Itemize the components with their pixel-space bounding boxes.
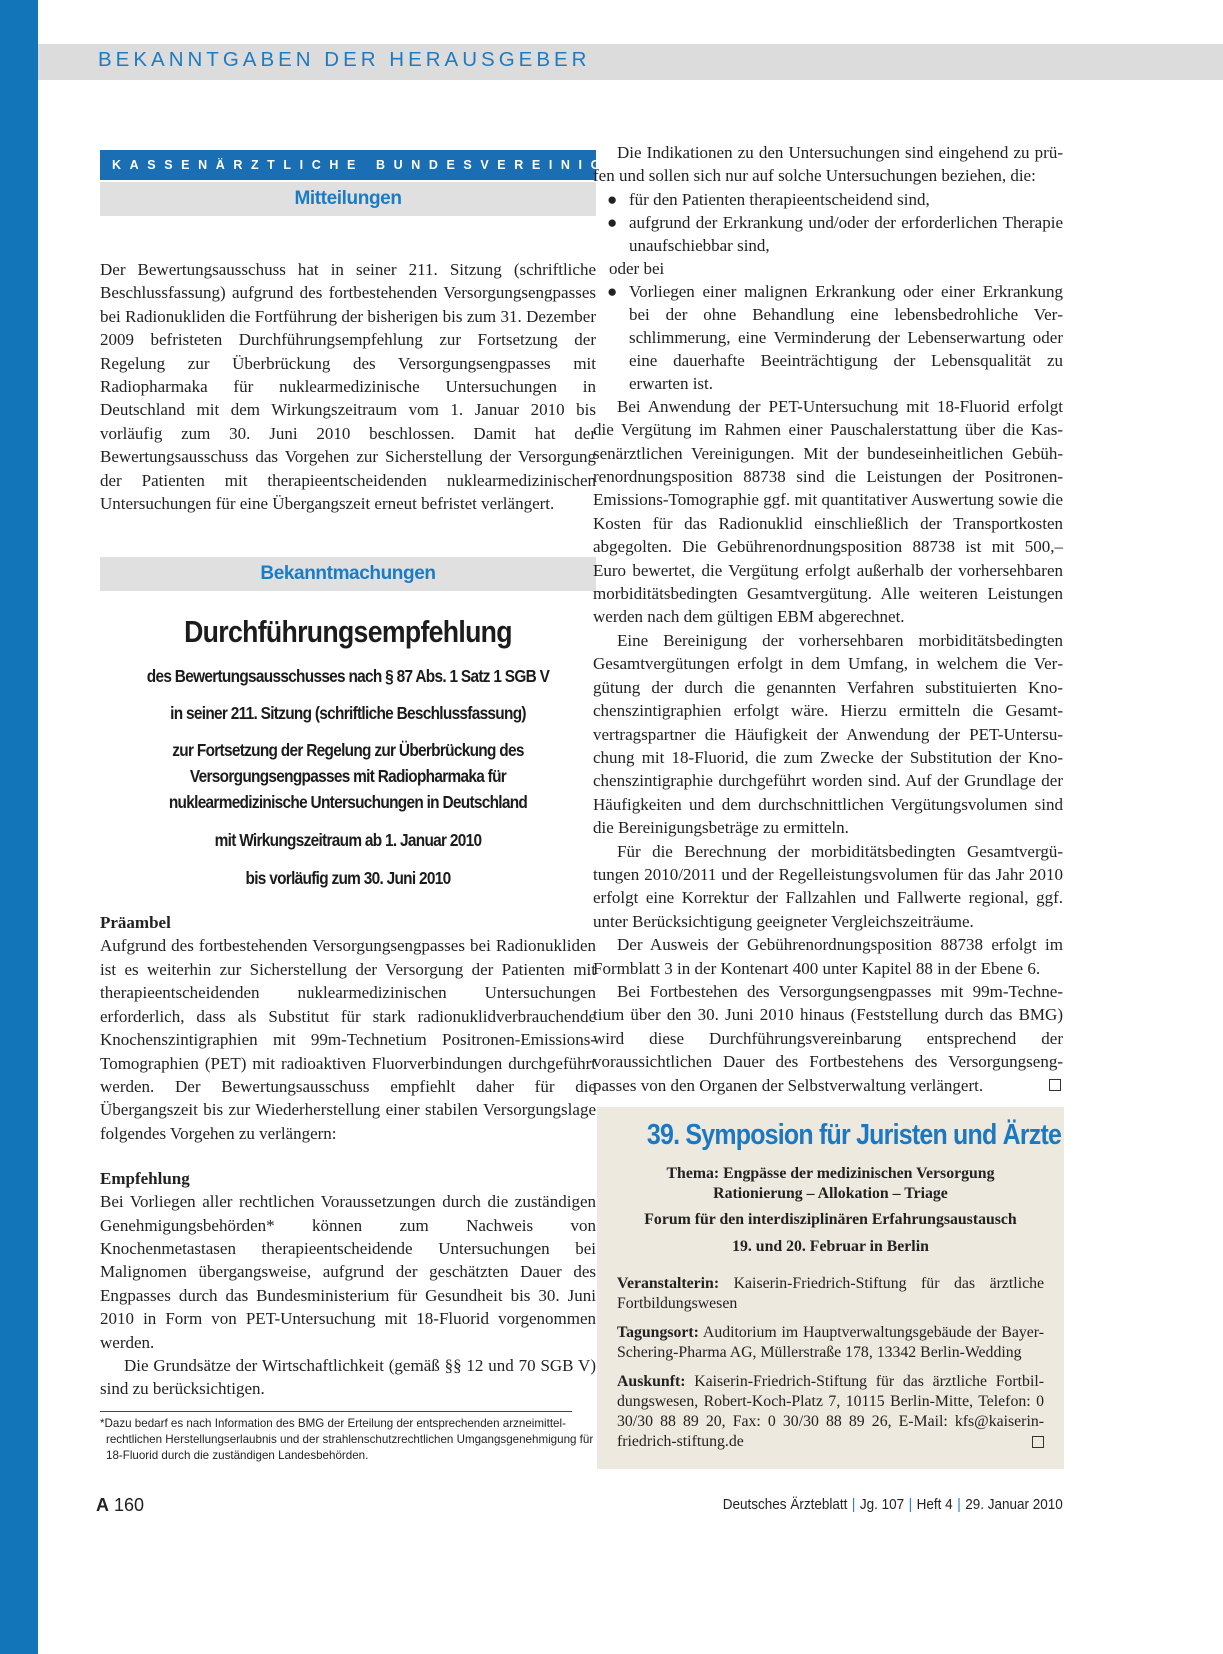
empfehlung-paragraph: Bei Vorliegen aller rechtlichen Voraussetzungen durch die zuständigen Genehmigungsbehörden* können zum Nachweis von Knochenmetastasen therapieentscheidende Untersuchungen bei Malignomen übergangsweise, aufgrund der geschätzten Dauer des Engpasses durch das Bundesministerium für Gesundheit bis 30. Juni 2010 in Form von PET-Untersuchung mit 18-Fluorid vorgenommen werden.: [100, 1192, 596, 1352]
indications-list: [593, 188, 1063, 257]
document-subtitle-2: in seiner 211. Sitzung (schriftliche Beschlussfassung): [170, 703, 526, 724]
intro-paragraph: Der Bewertungsausschuss hat in seiner 211. Sitzung (schriftliche Beschlussfassung) aufgrund des fortbestehenden Versorgungsengpasses bei Radionukliden die Fortführung der bisherigen bis zum 31. Dezember 2009 befristeten Durchführungsempfehlung zur Fortsetzung der Regelung zur Überbrückung des Versorgungsengpasses mit Radiopharmaka für nuklearmedizinische Untersuchungen in Deutschland mit dem Wirkungszeitraum vom 1. Januar 2010 bis vorläufig zum 30. Juni 2010 beschlossen. Damit hat der Bewertungsausschuss das Vorgehen zur Sicherstellung der Versorgung der Patienten mit therapieentscheidenden nuklearmedizinischen Untersuchungen für eine Übergangszeit erneut befristet verlängert.: [100, 260, 596, 514]
list-item: ● aufgrund der Erkrankung und/oder der erforderlichen Therapie unaufschiebbar sind,: [607, 212, 1063, 255]
berechnung-paragraph: Für die Berechnung der morbiditätsbedingten Gesamtvergütungen 2010/2011 und der Regelleistungsvolumen für das Jahr 2010 erfolgt eine Korrektur der Fallzahlen und Fallwerte regional, ggf. unter Berücksichtigung geeigneter Vergleichszeiträume.: [593, 841, 1063, 931]
symposion-date: 19. und 20. Februar in Berlin: [732, 1237, 929, 1255]
symposion-thema-2: Rationierung – Allokation – Triage: [713, 1184, 948, 1202]
bereinigung-paragraph: Eine Bereinigung der vorhersehbaren morbiditätsbedingten Gesamtvergütungen erfolgt in dem Umfang, in welchem die Vergütung der durch die genannten Verfahren substituierten Knochenszintigraphien erfolgt wäre. Hierzu ermitteln die Gesamtvertragspartner die Häufigkeit der Anwendung der PET-Untersuchung mit 18-Fluorid, die zum Zwecke der Substitution der Knochenszintigraphie durchgeführt worden sind. Auf der Grundlage der Häufigkeiten und dem durchschnittlichen Vergütungsvolumen sind die Bereinigungsbeträge zu ermitteln.: [593, 630, 1063, 838]
document-subtitle-4: mit Wirkungszeitraum ab 1. Januar 2010: [214, 830, 482, 851]
document-subtitle-1: des Bewertungsausschusses nach § 87 Abs. 1 Satz 1 SGB V: [146, 666, 550, 687]
section-header-title: BEKANNTGABEN DER HERAUSGEBER: [98, 48, 591, 71]
mitteilungen-heading: Mitteilungen: [100, 182, 596, 216]
ausweis-paragraph: Der Ausweis der Gebührenordnungsposition 88738 erfolgt im Formblatt 3 in der Kontenart 400 unter Kapitel 88 in der Ebene 6.: [593, 935, 1063, 978]
footnote: *Dazu bedarf es nach Information des BMG der Erteilung der entsprechenden arzneimittelrechtlichen Herstellungserlaubnis und der strahlenschutzrechtlichen Umgangsgenehmigung für 18-Fluorid durch die zuständigen Landesbehörden.: [100, 1416, 594, 1462]
bullet-icon: ●: [607, 212, 618, 232]
empfehlung-heading: Empfehlung: [100, 1169, 190, 1189]
grundsaetze-paragraph: Die Grundsätze der Wirtschaftlichkeit (gemäß §§ 12 und 70 SGB V) sind zu berücksichtigen.: [100, 1355, 596, 1399]
bullet-icon: ●: [607, 281, 618, 301]
symposion-title: 39. Symposion für Juristen und Ärzte: [646, 1119, 1062, 1151]
bekanntmachungen-heading: Bekanntmachungen: [100, 557, 596, 591]
indications-paragraph: Die Indikationen zu den Untersuchungen sind eingehend zu prüfen und sollen sich nur auf solche Untersuchungen beziehen, die:: [593, 143, 1063, 186]
symposion-veranstalterin: Veranstalterin: Kaiserin-Friedrich-Stiftung für das ärztliche Fortbildungswesen: [617, 1275, 1045, 1312]
document-subtitle-3: zur Fortsetzung der Regelung zur Überbrückung des Versorgungsengpasses mit Radiopharmaka für nuklearmedizinische Untersuchungen in Deutschland: [168, 740, 528, 813]
journal-volume: Jg. 107: [860, 1496, 905, 1513]
list-item: ● Vorliegen einer malignen Erkrankung oder einer Erkrankung bei der ohne Behandlung eine lebensbedrohliche Verschlimmerung, eine Verminderung der Lebenserwartung oder eine dauerhafte Beeinträchtigung der Lebensqualität zu erwarten ist.: [607, 281, 1063, 393]
end-mark-icon: [1049, 1079, 1061, 1091]
document-title: Durchführungsempfehlung: [184, 614, 512, 650]
document-subtitle-5: bis vorläufig zum 30. Juni 2010: [245, 868, 451, 889]
oder-bei-text: oder bei: [609, 258, 665, 278]
right-column: [593, 141, 1063, 1097]
indications-list-2: [593, 280, 1063, 395]
symposion-thema: Thema: Engpässe der medizinischen Versorgung: [666, 1165, 995, 1182]
symposion-auskunft: Auskunft: Kaiserin-Friedrich-Stiftung für das ärztliche Fortbildungswesen, Robert-Koch-Platz 7, 10115 Berlin-Mitte, Telefon: 0 30/30 88 89 20, Fax: 0 30/30 88 89 26, E-Mail: kfs@kaiserin-friedrich-stiftung.de: [617, 1373, 1044, 1450]
page-number: A 160: [96, 1495, 145, 1515]
section-header-band: [38, 44, 1223, 80]
list-item: ● für den Patienten therapieentscheidend sind,: [607, 189, 930, 209]
symposion-forum: Forum für den interdisziplinären Erfahrungsaustausch: [644, 1211, 1017, 1228]
praeambel-paragraph: Aufgrund des fortbestehenden Versorgungsengpasses bei Radionukliden ist es weiterhin zur Sicherstellung der Versorgung der Patienten mit therapieentscheidenden nuklearmedizinischen Untersuchungen erforderlich, dass als Substitut für stark radionuklidverbrauchende Knochenszintigraphien mit 99m-Technetium Positronen-Emissions-Tomographien (PET) mit radioaktiven Fluorverbindungen durchgeführt werden. Der Bewertungsausschuss empfiehlt daher für die Übergangszeit bis zur Wiederherstellung einer stabilen Versorgungslage folgendes Vorgehen zu verlängern:: [100, 936, 596, 1143]
praeambel-heading: Präambel: [100, 913, 171, 933]
journal-citation: Deutsches Ärzteblatt | Jg. 107 | Heft 4 | 29. Januar 2010: [722, 1496, 1063, 1513]
fortbestehen-paragraph: Bei Fortbestehen des Versorgungsengpasses mit 99m-Technetium über den 30. Juni 2010 hinaus (Feststellung durch das BMG) wird diese Durchführungsvereinbarung entsprechend der voraussichtlichen Dauer des Fortbestehens des Versorgungsengpasses von den Organen der Selbstverwaltung verlängert.: [593, 981, 1063, 1095]
journal-date: 29. Januar 2010: [965, 1496, 1063, 1513]
left-accent-bar: [0, 0, 38, 1654]
symposion-box: [597, 1107, 1064, 1469]
journal-issue: Heft 4: [916, 1496, 953, 1513]
kbv-banner: KASSENÄRZTLICHE BUNDESVEREINIGUNG: [100, 150, 596, 180]
footnote-divider: [100, 1411, 572, 1412]
symposion-tagungsort: Tagungsort: Auditorium im Hauptverwaltungsgebäude der Bayer-Schering-Pharma AG, Müllerstraße 178, 13342 Berlin-Wedding: [617, 1324, 1044, 1361]
bullet-icon: ●: [607, 189, 618, 209]
journal-name: Deutsches Ärzteblatt: [722, 1496, 848, 1513]
verguetung-paragraph: Bei Anwendung der PET-Untersuchung mit 18-Fluorid erfolgt die Vergütung im Rahmen einer Pauschalerstattung über die Kassenärztlichen Vereinigungen. Mit der bundeseinheitlichen Gebührenordnungsposition 88738 sind die Leistungen der Positronen-Emissions-Tomographie ggf. mit quantitativer Auswertung sowie die Kosten für das Radionuklid einschließlich der Transportkosten abgegolten. Die Gebührenordnungsposition 88738 ist mit 500,– Euro bewertet, die Vergütung erfolgt außerhalb der vorhersehbaren morbiditätsbedingten Gesamtvergütung. Alle weiteren Leistungen werden nach dem gültigen EBM abgerechnet.: [593, 396, 1063, 627]
end-mark-icon: [1032, 1436, 1044, 1448]
